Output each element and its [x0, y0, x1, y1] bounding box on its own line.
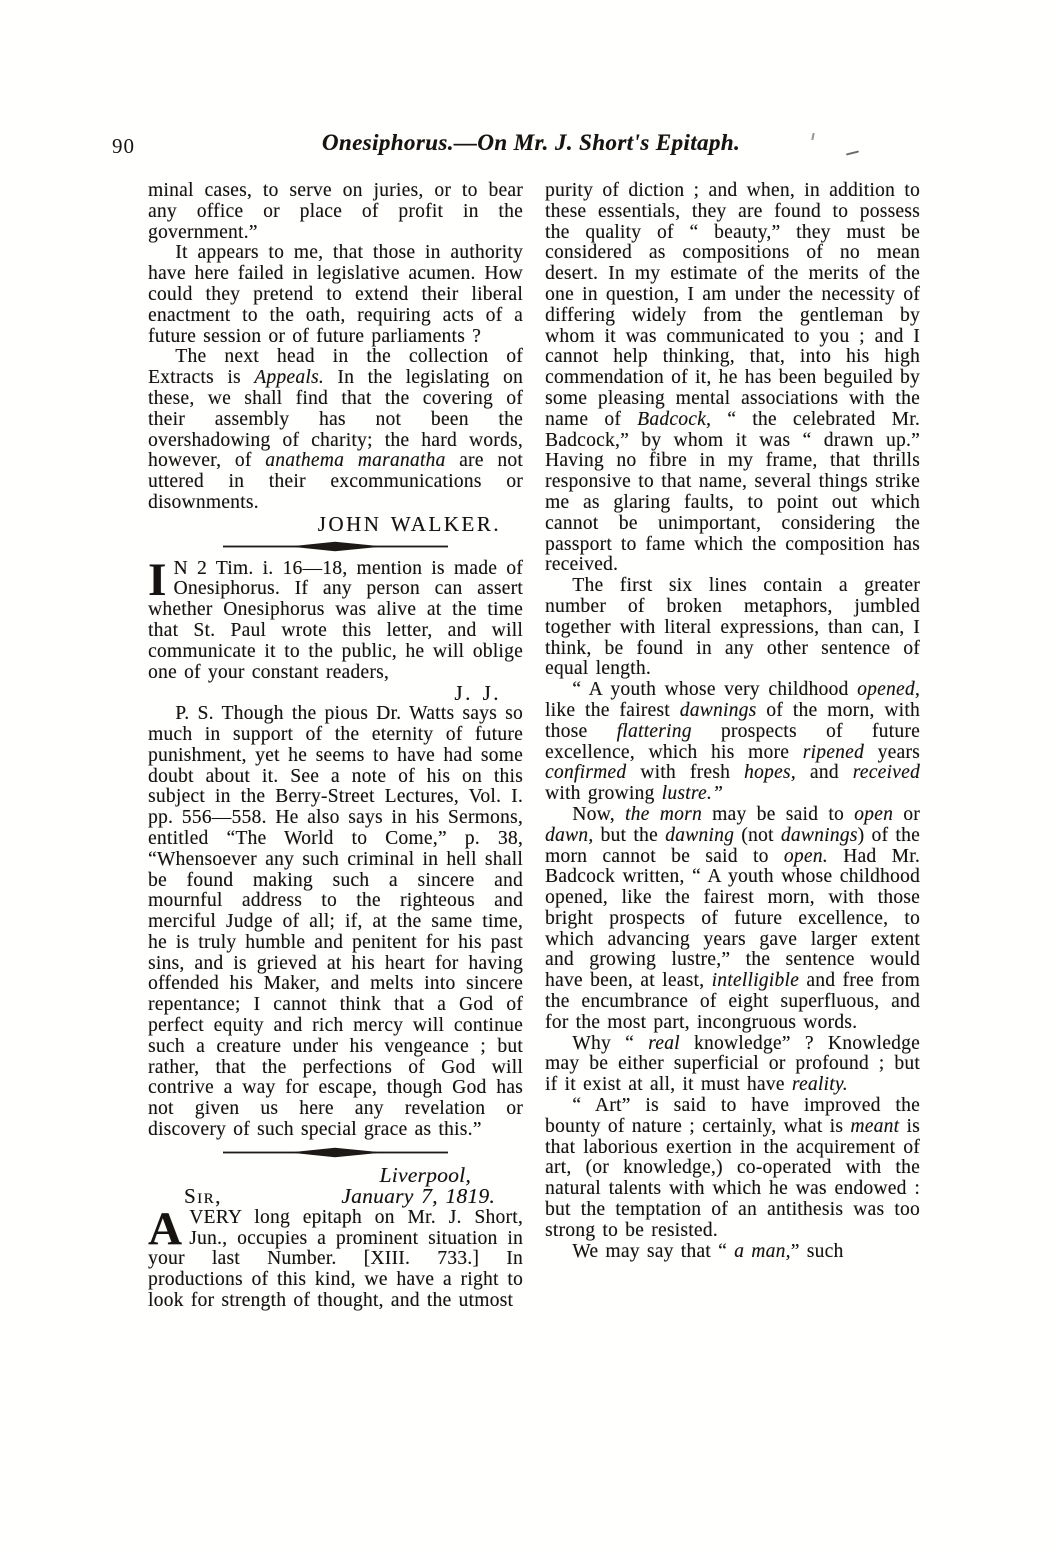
- text-run: or: [893, 803, 921, 825]
- text-run: VERY long epitaph on Mr. J. Short, Jun., occupies a prominent situation in your last Number. [XIII. 733.] In productions of this kind, we have a right to look for strength of thought, and the utmost: [148, 1206, 523, 1312]
- dateline-place: Liverpool,: [379, 1162, 471, 1187]
- italic-run: anathema maranatha: [265, 450, 446, 472]
- paragraph: [148, 347, 523, 513]
- text-run: of the morn, with those: [545, 699, 920, 742]
- text-run: are not uttered in their excommunications or disownments.: [148, 450, 523, 513]
- text-run: P. S. Though the pious Dr. Watts says so much in support of the eternity of future punishment, yet he seems to have had some doubt about it. See a note of his on this subject in the Berry-Street Lectures, Vol. I. pp. 556—558. He also says in his Sermons, entitled “The World to Come,” p. 38, “Whensoever any such criminal in hell shall be found making such a sincere and mournful address to the righteous and merciful Judge of all; if, at the same time, he is truly humble and penitent for his past sins, and is grieved at his heart for having offended his Maker, and melts into sincere repentance; I cannot think that a God of perfect equity and rich mercy will continue such a creature under his vengeance ; but rather, that the perfections of God will contrive a way for escape, though God has not given us here any revelation or discovery of such special grace as this.”: [148, 703, 523, 1141]
- right-column: [545, 181, 920, 1312]
- italic-run: dawning: [665, 824, 735, 846]
- italic-run: meant: [850, 1115, 900, 1137]
- italic-run: real: [648, 1032, 680, 1054]
- paragraph: [148, 1202, 523, 1312]
- page-number: 90: [112, 134, 135, 158]
- text-run: is that laborious exertion in the acquirement of art, (or knowledge,) co-operated with the natural talents with which he was endowed : but the temptation of an antithesis was too strong to be resisted.: [545, 1115, 920, 1241]
- paragraph: [545, 1096, 920, 1242]
- italic-run: dawn,: [545, 824, 594, 846]
- dateline: [148, 1162, 523, 1209]
- italic-run: dawnings: [780, 824, 858, 846]
- text-run: purity of diction ; and when, in addition to these essentials, they are found to possess the quality of “ beauty,” they must be considered as compositions of no mean desert. In my estimate of the merits of the one in question, I am under the necessity of differing widely from the gentleman by whom it was communicated to you ; and I cannot help thinking, that, into his high commendation of it, he has been beguiled by some pleasing mental associations with the name of: [545, 180, 920, 430]
- paragraph: [148, 704, 523, 1141]
- italic-run: dawnings: [679, 699, 757, 721]
- text-run: The first six lines contain a greater number of broken metaphors, jumbled together with literal expressions, than can, I think, be found in any other sentence of equal length.: [545, 575, 920, 680]
- signature: J. J.: [454, 681, 501, 706]
- text-run: In the legislating on these, we shall find that the covering of their assembly has not been the overshadowing of charity; the hard words, however, of: [148, 367, 523, 472]
- italic-run: the morn: [625, 803, 702, 825]
- text-run: It appears to me, that those in authority have here failed in legislative acumen. How could they pretend to extend their liberal enactment to the oath, requiring acts of a future session or of future parliaments ?: [148, 242, 523, 347]
- paragraph: [148, 553, 523, 684]
- text-run: with growing: [545, 783, 662, 805]
- italic-run: open: [854, 803, 894, 825]
- italic-run: opened,: [857, 679, 920, 701]
- paragraph: [545, 805, 920, 1034]
- drop-cap: A: [148, 1202, 183, 1255]
- italic-run: intelligible: [711, 970, 800, 992]
- drop-cap: I: [148, 553, 167, 606]
- running-title: Onesiphorus.—On Mr. J. Short's Epitaph.: [321, 130, 741, 155]
- paragraph: [545, 576, 920, 680]
- text-run: may be said to: [701, 803, 855, 825]
- text-run: but the: [593, 824, 666, 846]
- dateline-date: January 7, 1819.: [341, 1184, 495, 1209]
- text-run: “ Art” is said to have improved the bounty of nature ; certainly, what is: [545, 1095, 920, 1137]
- text-run: “ the celebrated Mr. Badcock,” by whom it was “ drawn up.” Having no fibre in my frame, that thrills responsive to that name, several things strike me as glaring faults, to point out which cannot be unimportant, considering the passport to fame which the composition has received.: [545, 408, 920, 576]
- signature: JOHN WALKER.: [317, 511, 501, 536]
- paragraph: [545, 1034, 920, 1096]
- text-columns: [148, 181, 920, 1312]
- left-column: [148, 181, 523, 1312]
- text-run: (not: [734, 824, 781, 846]
- italic-run: ripened: [802, 741, 865, 763]
- text-run: Now,: [572, 803, 626, 825]
- text-run: minal cases, to serve on juries, or to bear any office or place of profit in the government.”: [148, 180, 523, 243]
- text-run: “ A youth whose very childhood: [572, 679, 858, 701]
- salutation-row: [148, 1186, 523, 1208]
- paragraph: [148, 181, 523, 243]
- italic-run: Appeals.: [254, 367, 324, 389]
- text-run: Had Mr. Badcock written, “ A youth whose childhood opened, like the fairest morn, with those bright prospects of future excellence, to which advancing years gave larger extent and growing lustre,” the sentence would have been, at least,: [545, 845, 921, 992]
- text-run: like the fairest: [545, 699, 680, 721]
- text-run: years: [864, 741, 920, 763]
- italic-run: confirmed: [545, 762, 627, 784]
- paragraph: [545, 181, 920, 576]
- italic-run: lustre.”: [661, 783, 724, 805]
- paragraph: [545, 680, 920, 805]
- text-run: The next head in the collection of Extracts is: [148, 346, 523, 389]
- text-run: prospects of future excellence, which his more: [545, 720, 920, 763]
- italic-run: received: [852, 762, 920, 784]
- salutation: Sir,: [184, 1184, 222, 1209]
- text-run: and free from the encumbrance of eight superfluous, and for the most part, incongruous words.: [545, 970, 920, 1033]
- text-run: ) of the morn cannot be said to: [545, 824, 920, 867]
- text-run: We may say that “: [572, 1240, 735, 1262]
- paragraph: [545, 1242, 920, 1263]
- italic-run: open.: [783, 845, 828, 867]
- paragraph: [148, 243, 523, 347]
- italic-run: hopes,: [744, 762, 796, 784]
- section-divider: [148, 537, 523, 557]
- italic-run: Badcock,: [637, 408, 712, 430]
- italic-run: reality.: [791, 1074, 848, 1096]
- text-run: ” such: [790, 1240, 844, 1262]
- section-divider: [148, 1143, 523, 1163]
- text-run: knowledge” ? Knowledge may be either superficial or profound ; but if it exist at all, it must have: [545, 1032, 921, 1096]
- text-run: Why “: [572, 1032, 649, 1054]
- text-run: and: [795, 762, 853, 784]
- italic-run: flattering: [616, 720, 692, 742]
- italic-run: a man,: [734, 1240, 791, 1262]
- lens-divider-icon: [223, 1147, 448, 1158]
- text-run: with fresh: [626, 762, 745, 784]
- text-run: N 2 Tim. i. 16—18, mention is made of Onesiphorus. If any person can assert whether Onesiphorus was alive at the time that St. Paul wrote this letter, and will communicate it to the public, he will oblige one of your constant readers,: [148, 557, 523, 683]
- lens-divider-icon: [223, 541, 448, 552]
